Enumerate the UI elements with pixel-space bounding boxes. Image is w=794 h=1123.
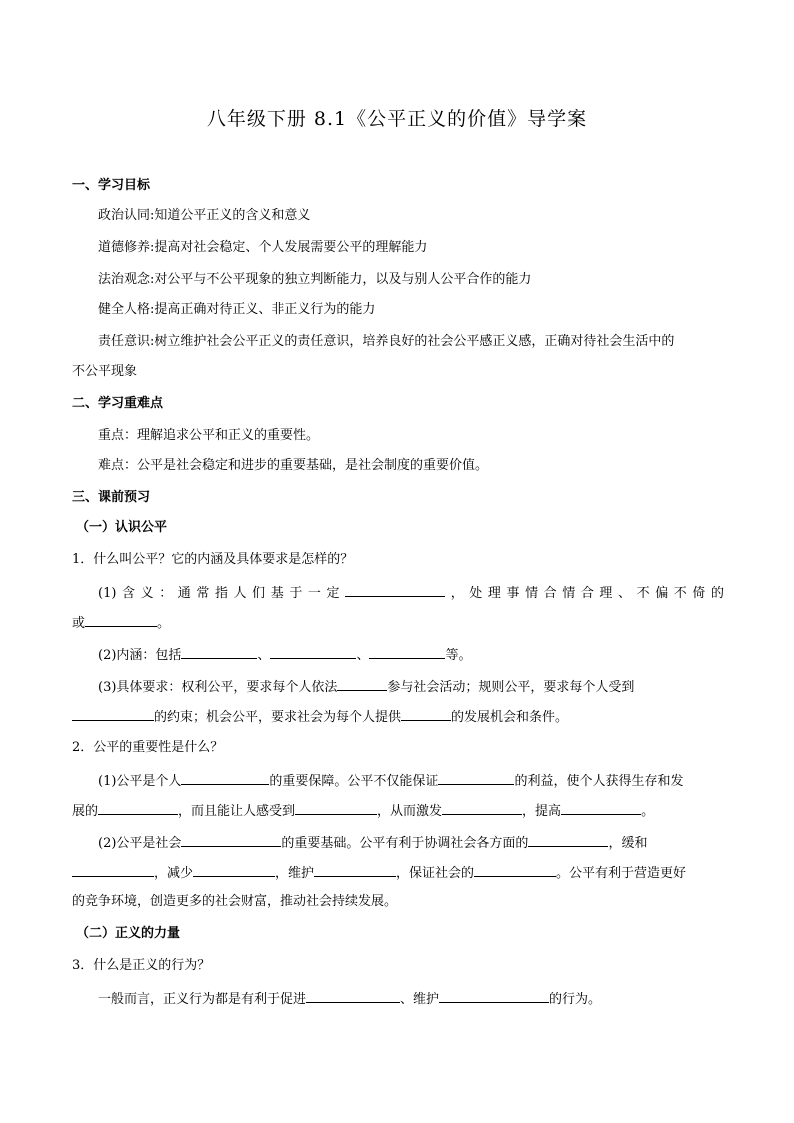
key-point: 重点：理解追求公平和正义的重要性。 xyxy=(98,428,320,443)
fill-blank[interactable] xyxy=(193,862,275,877)
answer-text: 。 xyxy=(157,616,171,631)
answer-text: 一般而言，正义行为都是有利于促进 xyxy=(98,992,307,1007)
separator: 、 xyxy=(257,648,271,663)
answer-line-importance-2-cont xyxy=(72,862,724,884)
separator: 、 xyxy=(356,648,370,663)
fill-blank[interactable] xyxy=(295,800,377,815)
answer-line-importance-2-end: 的竞争环境，创造更多的社会财富，推动社会持续发展。 xyxy=(72,894,398,909)
answer-line-meaning xyxy=(98,582,724,604)
fill-blank[interactable] xyxy=(72,862,154,877)
answer-text: 等。 xyxy=(445,648,472,663)
goal-item-continued: 不公平现象 xyxy=(72,364,138,379)
fill-blank[interactable] xyxy=(369,644,445,659)
answer-text: ，处理事情合情合理、不偏不倚的 xyxy=(445,586,724,601)
goal-item: 道德修养:提高对社会稳定、个人发展需要公平的理解能力 xyxy=(98,240,428,255)
fill-blank[interactable] xyxy=(345,582,445,597)
answer-text: (3)具体要求：权利公平，要求每个人依法 xyxy=(98,680,338,695)
fill-blank[interactable] xyxy=(528,832,608,847)
fill-blank[interactable] xyxy=(270,644,356,659)
answer-text: ，从而激发 xyxy=(377,804,443,819)
answer-text: 参与社会活动；规则公平，要求每个人受到 xyxy=(387,680,635,695)
answer-text: ，提高 xyxy=(522,804,562,819)
goal-item: 政治认同:知道公平正义的含义和意义 xyxy=(98,208,311,223)
fill-blank[interactable] xyxy=(306,988,400,1003)
answer-text: ，维护 xyxy=(275,866,315,881)
fill-blank[interactable] xyxy=(439,988,549,1003)
subsection-heading-justice: （二）正义的力量 xyxy=(76,926,181,941)
goal-item: 法治观念:对公平与不公平现象的独立判断能力，以及与别人公平合作的能力 xyxy=(98,272,532,287)
fill-blank[interactable] xyxy=(314,862,396,877)
answer-line-meaning-cont xyxy=(72,612,724,634)
fill-blank[interactable] xyxy=(85,612,157,627)
answer-text: 的发展机会和条件。 xyxy=(451,710,569,725)
answer-line-requirements xyxy=(98,676,724,698)
subsection-heading-fairness: （一）认识公平 xyxy=(76,520,168,535)
answer-line-importance-1 xyxy=(98,770,724,792)
answer-line-connotation xyxy=(98,644,724,666)
question-3: 3．什么是正义的行为？ xyxy=(72,958,211,973)
fill-blank[interactable] xyxy=(181,770,269,785)
answer-text: 的行为。 xyxy=(549,992,602,1007)
answer-line-importance-1-cont xyxy=(72,800,724,822)
section-heading-preview: 三、课前预习 xyxy=(72,490,151,505)
answer-line-justice xyxy=(98,988,724,1010)
answer-text: (1)含义：通常指人们基于一定 xyxy=(98,586,346,601)
fill-blank[interactable] xyxy=(98,800,178,815)
answer-line-requirements-cont xyxy=(72,706,724,728)
answer-text: (2)内涵：包括 xyxy=(98,648,182,663)
difficult-point: 难点：公平是社会稳定和进步的重要基础，是社会制度的重要价值。 xyxy=(98,458,489,473)
fill-blank[interactable] xyxy=(181,644,257,659)
fill-blank[interactable] xyxy=(474,862,556,877)
answer-text: 的约束；机会公平，要求社会为每个人提供 xyxy=(154,710,402,725)
answer-text: ，保证社会的 xyxy=(396,866,475,881)
answer-text: 的利益，使个人获得生存和发 xyxy=(514,774,684,789)
question-1: 1．什么叫公平？它的内涵及具体要求是怎样的？ xyxy=(72,552,354,567)
goal-item: 责任意识:树立维护社会公平正义的责任意识，培养良好的社会公平感正义感，正确对待社会生活中的 xyxy=(98,334,675,349)
fill-blank[interactable] xyxy=(181,832,281,847)
answer-text: 、维护 xyxy=(400,992,440,1007)
fill-blank[interactable] xyxy=(401,706,451,721)
fill-blank[interactable] xyxy=(442,800,522,815)
answer-text: 的重要保障。公平不仅能保证 xyxy=(269,774,439,789)
answer-text: 。公平有利于营造更好 xyxy=(556,866,687,881)
answer-text: ，减少 xyxy=(154,866,194,881)
answer-text: 的重要基础。公平有利于协调社会各方面的 xyxy=(281,836,529,851)
section-heading-goals: 一、学习目标 xyxy=(72,178,151,193)
fill-blank[interactable] xyxy=(72,706,154,721)
section-heading-key-points: 二、学习重难点 xyxy=(72,396,164,411)
answer-text: (1)公平是个人 xyxy=(98,774,182,789)
fill-blank[interactable] xyxy=(438,770,514,785)
answer-text: (2)公平是社会 xyxy=(98,836,182,851)
goal-item: 健全人格:提高正确对待正义、非正义行为的能力 xyxy=(98,302,376,317)
page-title: 八年级下册 8.1《公平正义的价值》导学案 xyxy=(206,108,588,130)
answer-text: ，缓和 xyxy=(608,836,648,851)
answer-text: 。 xyxy=(641,804,655,819)
answer-line-importance-2 xyxy=(98,832,724,854)
answer-text: 展的 xyxy=(72,804,99,819)
fill-blank[interactable] xyxy=(337,676,387,691)
answer-text: 或 xyxy=(72,616,86,631)
question-2: 2．公平的重要性是什么？ xyxy=(72,740,224,755)
fill-blank[interactable] xyxy=(561,800,641,815)
answer-text: ，而且能让人感受到 xyxy=(178,804,296,819)
